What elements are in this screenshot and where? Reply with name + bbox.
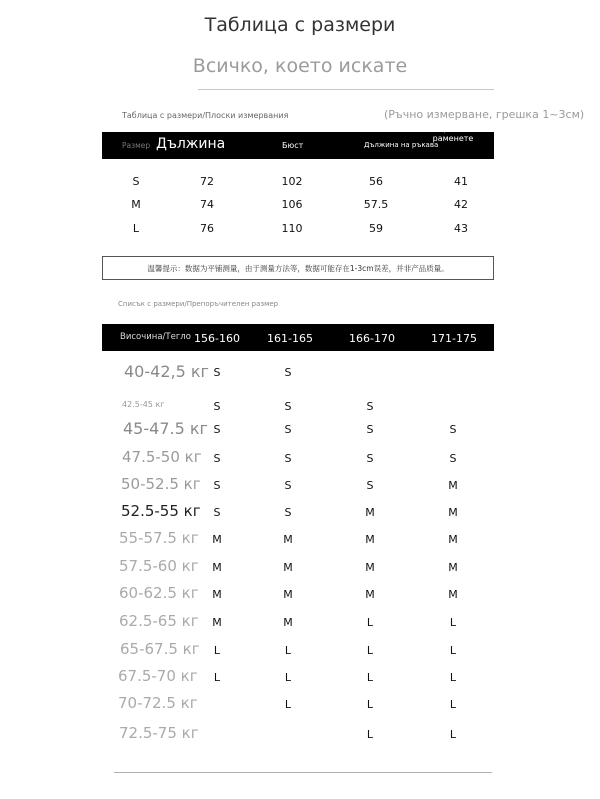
recommended-size-cell: M: [448, 479, 458, 492]
recommended-size-cell: M: [283, 561, 293, 574]
recommended-size-cell: S: [213, 506, 221, 519]
recommended-size-cell: M: [448, 506, 458, 519]
recommended-size-cell: M: [212, 561, 222, 574]
weight-label: 55-57.5 кг: [119, 529, 199, 547]
weight-label: 45-47.5 кг: [123, 419, 208, 438]
recommend-section-label: Списък с размери/Препоръчителен размер: [118, 300, 279, 308]
recommended-size-cell: S: [213, 366, 221, 379]
divider-bottom: [114, 772, 492, 773]
recommended-size-cell: L: [449, 616, 457, 629]
col-height-weight: Височина/Тегло: [120, 332, 191, 342]
weight-label: 47.5-50 кг: [122, 448, 202, 466]
recommended-size-cell: S: [284, 506, 292, 519]
flat-cell-sleeve: 57.5: [363, 198, 389, 211]
weight-label: 67.5-70 кг: [118, 667, 198, 685]
recommended-size-cell: L: [366, 698, 374, 711]
recommended-size-cell: L: [366, 728, 374, 741]
flat-cell-size: S: [132, 175, 140, 188]
recommended-size-cell: S: [284, 366, 292, 379]
recommended-size-cell: S: [213, 479, 221, 492]
weight-label: 50-52.5 кг: [121, 475, 201, 493]
col-size: Размер: [122, 141, 151, 150]
weight-label: 57.5-60 кг: [119, 557, 199, 575]
flat-cell-sleeve: 56: [369, 175, 383, 188]
flat-cell-length: 72: [200, 175, 214, 188]
recommended-size-cell: S: [284, 400, 292, 413]
flat-cell-bust: 110: [281, 222, 303, 235]
weight-label: 60-62.5 кг: [119, 584, 199, 602]
col-sleeve: Дължина на ръкава: [364, 141, 439, 149]
flat-cell-bust: 106: [281, 198, 303, 211]
flat-cell-size: M: [131, 198, 141, 211]
weight-label: 42.5-45 кг: [122, 400, 165, 409]
recommended-size-cell: S: [366, 423, 374, 436]
recommended-size-cell: L: [213, 671, 221, 684]
recommended-size-cell: S: [366, 400, 374, 413]
col-shoulder: Ширина на раменете: [429, 124, 477, 143]
col-bust: Бюст: [282, 141, 304, 150]
flat-cell-bust: 102: [281, 175, 303, 188]
flat-cell-size: L: [132, 222, 140, 235]
page-title: Таблица с размери: [204, 14, 396, 36]
recommended-size-cell: L: [449, 644, 457, 657]
recommended-size-cell: S: [449, 423, 457, 436]
recommended-size-cell: M: [365, 561, 375, 574]
recommend-table-header: [102, 324, 494, 351]
recommended-size-cell: L: [366, 671, 374, 684]
recommended-size-cell: M: [212, 616, 222, 629]
col-height-161-165: 161-165: [267, 332, 313, 345]
recommended-size-cell: M: [448, 533, 458, 546]
recommended-size-cell: S: [366, 452, 374, 465]
weight-label: 72.5-75 кг: [119, 724, 199, 742]
flat-cell-length: 74: [200, 198, 214, 211]
recommended-size-cell: S: [284, 479, 292, 492]
recommended-size-cell: M: [448, 588, 458, 601]
flat-cell-shoulder: 41: [454, 175, 468, 188]
recommended-size-cell: S: [213, 423, 221, 436]
weight-label: 40-42,5 кг: [124, 362, 209, 381]
recommended-size-cell: M: [365, 533, 375, 546]
recommended-size-cell: L: [284, 644, 292, 657]
flat-cell-shoulder: 42: [454, 198, 468, 211]
recommended-size-cell: L: [366, 644, 374, 657]
weight-label: 65-67.5 кг: [120, 640, 200, 658]
flat-section-label: Таблица с размери/Плоски измервания: [122, 111, 289, 120]
recommended-size-cell: M: [283, 588, 293, 601]
recommended-size-cell: M: [365, 588, 375, 601]
weight-label: 52.5-55 кг: [121, 502, 201, 520]
recommended-size-cell: S: [213, 452, 221, 465]
weight-label: 62.5-65 кг: [119, 612, 199, 630]
col-height-156-160: 156-160: [194, 332, 240, 345]
recommended-size-cell: M: [365, 506, 375, 519]
measure-notice: 温馨提示：数据为平铺测量，由于测量方法等，数据可能存在1-3cm误差，并非产品质量。: [102, 256, 494, 280]
flat-cell-length: 76: [200, 222, 214, 235]
page-subtitle: Всичко, което искате: [192, 55, 408, 77]
recommended-size-cell: L: [366, 616, 374, 629]
recommended-size-cell: L: [449, 671, 457, 684]
divider-top: [198, 89, 494, 90]
recommended-size-cell: M: [448, 561, 458, 574]
weight-label: 70-72.5 кг: [118, 694, 198, 712]
recommended-size-cell: L: [449, 728, 457, 741]
recommended-size-cell: L: [284, 671, 292, 684]
recommended-size-cell: L: [284, 698, 292, 711]
recommended-size-cell: S: [449, 452, 457, 465]
recommended-size-cell: M: [212, 588, 222, 601]
flat-table-header: [102, 124, 494, 159]
measure-note: (Ръчно измерване, грешка 1~3см): [384, 108, 585, 121]
col-length: Дължина: [156, 136, 226, 152]
recommended-size-cell: M: [283, 533, 293, 546]
recommended-size-cell: S: [284, 452, 292, 465]
col-height-166-170: 166-170: [349, 332, 395, 345]
recommended-size-cell: L: [213, 644, 221, 657]
recommended-size-cell: M: [283, 616, 293, 629]
recommended-size-cell: S: [366, 479, 374, 492]
recommended-size-cell: S: [284, 423, 292, 436]
recommended-size-cell: M: [212, 533, 222, 546]
recommended-size-cell: L: [449, 698, 457, 711]
recommended-size-cell: S: [213, 400, 221, 413]
flat-cell-shoulder: 43: [454, 222, 468, 235]
col-height-171-175: 171-175: [431, 332, 477, 345]
flat-cell-sleeve: 59: [369, 222, 383, 235]
